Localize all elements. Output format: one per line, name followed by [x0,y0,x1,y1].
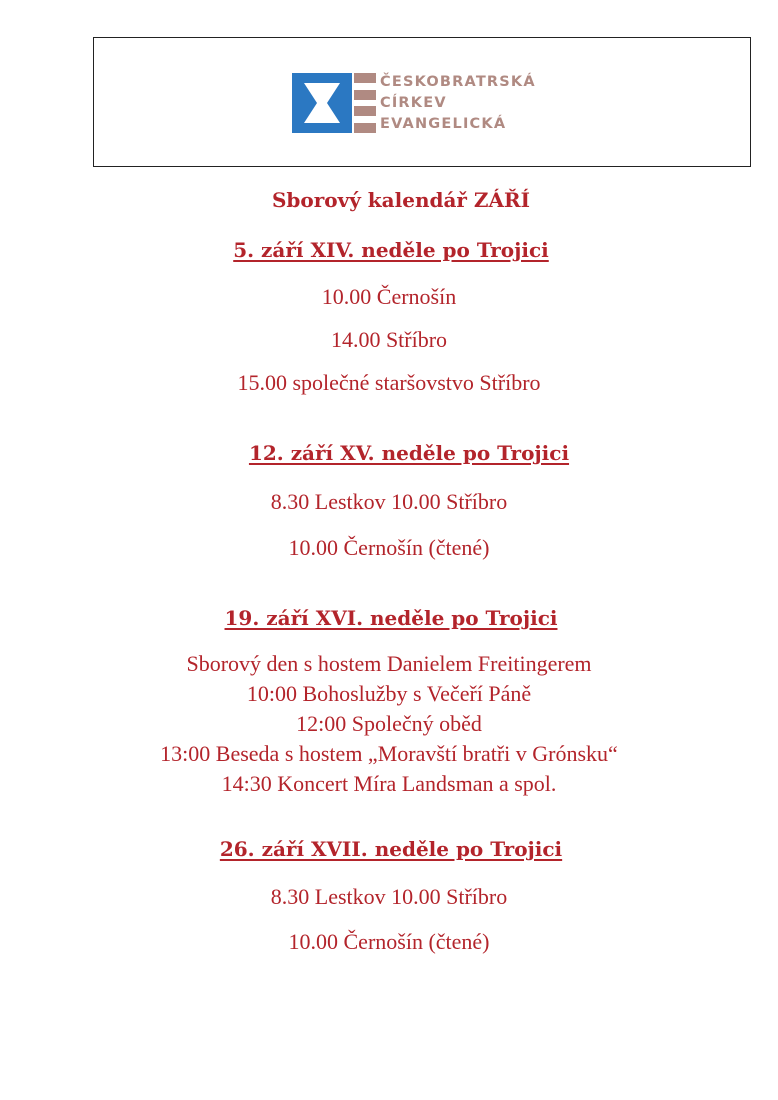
schedule-line [0,681,778,707]
schedule-line [0,651,778,677]
schedule-line-text: 14:30 Koncert Míra Landsman a spol. [221,771,557,796]
schedule-line-text: 13:00 Beseda s hostem „Moravští bratři v Grónsku“ [160,741,618,766]
section-heading [20,440,778,466]
schedule-line [0,489,778,515]
chalice-logo-icon [292,73,352,133]
church-logo [292,73,536,135]
schedule-line [0,327,778,353]
schedule-line-text: 10.00 Černošín (čtené) [288,535,490,560]
schedule-line [0,929,778,955]
section-heading-text: 5. září XIV. neděle po Trojici [233,238,549,262]
schedule-line [0,284,778,310]
schedule-line-text: 8.30 Lestkov 10.00 Stříbro [270,489,508,514]
schedule-line-text: Sborový den s hostem Danielem Freitingerem [186,651,592,676]
schedule-line-text: 10.00 Černošín [321,284,457,309]
page-title [12,187,778,213]
section-heading-text: 19. září XVI. neděle po Trojici [224,606,558,630]
schedule-line-text: 8.30 Lestkov 10.00 Stříbro [270,884,508,909]
section-heading-text: 26. září XVII. neděle po Trojici [219,837,563,861]
schedule-line-text: 10:00 Bohoslužby s Večeří Páně [246,681,532,706]
header-box [93,37,751,167]
schedule-line [0,741,778,767]
logo-line-1: ČESKOBRATRSKÁ [380,74,536,90]
section-heading [2,237,778,263]
logo-line-3: EVANGELICKÁ [380,116,507,132]
schedule-line [0,884,778,910]
schedule-line [0,370,778,396]
logo-line-2: CÍRKEV [380,95,447,111]
schedule-line [0,711,778,737]
section-heading-text: 12. září XV. neděle po Trojici [248,441,570,465]
schedule-line-text: 10.00 Černošín (čtené) [288,929,490,954]
schedule-line [0,771,778,797]
logo-bars-icon [354,73,376,133]
section-heading [2,605,778,631]
schedule-line-text: 14.00 Stříbro [330,327,448,352]
schedule-line [0,535,778,561]
section-heading [2,836,778,862]
page-title-text: Sborový kalendář ZÁŘÍ [271,188,531,212]
logo-text [380,72,536,135]
schedule-line-text: 12:00 Společný oběd [296,711,482,736]
schedule-line-text: 15.00 společné staršovstvo Stříbro [237,370,541,395]
